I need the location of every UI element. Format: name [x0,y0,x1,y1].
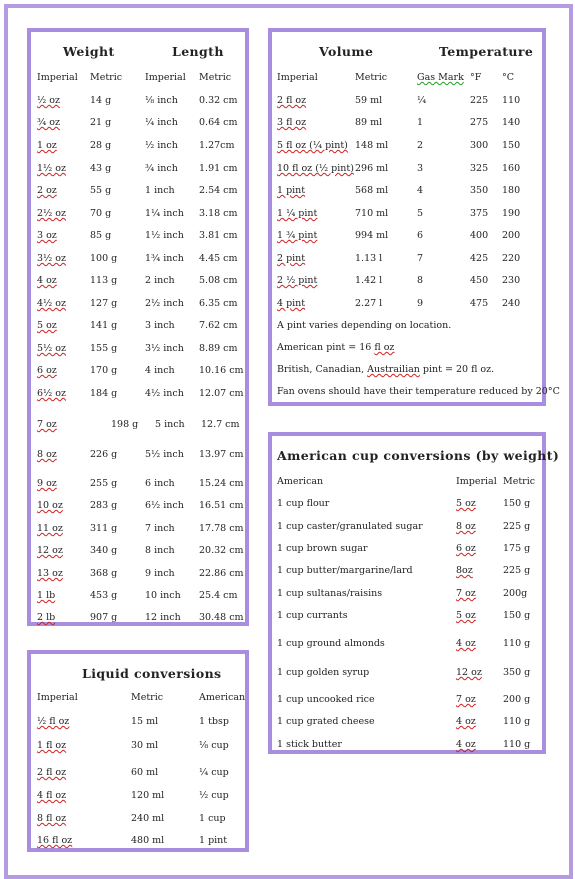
cup-cell: 1 cup butter/margarine/lard [277,565,413,576]
weight-length-cell: 5½ inch [145,449,184,460]
cup-cell: 5 oz [456,610,476,621]
volume-temperature-cell: 475 [470,298,489,309]
weight-length-cell: 1 oz [37,140,57,151]
liquid-cell: ⅛ cup [199,740,229,751]
volume-temperature-cell: 375 [470,208,489,219]
col-header-imperial-liquid: Imperial [37,692,78,703]
cup-cell: 150 g [503,498,531,509]
cup-cell: 1 cup uncooked rice [277,694,375,705]
weight-length-cell: 2 lb [37,612,56,623]
volume-temperature-cell: 150 [502,140,521,151]
weight-length-cell: 4.45 cm [199,253,238,264]
weight-length-cell: ½ inch [145,140,178,151]
volume-temperature-cell: 568 ml [355,185,389,196]
volume-temperature-cell: 2 fl oz [277,95,307,106]
weight-length-cell: 0.32 cm [199,95,238,106]
weight-length-cell: 3½ inch [145,343,184,354]
cup-cell: 175 g [503,543,531,554]
col-header-american-liquid: American [199,692,246,703]
weight-length-cell: 2.54 cm [199,185,238,196]
volume-temperature-cell: 230 [502,275,521,286]
col-header-imperial-cups: Imperial [456,476,497,487]
cup-cell: 12 oz [456,667,482,678]
length-heading: Length [172,44,224,59]
weight-length-cell: 28 g [90,140,112,151]
volume-temperature-cell: 5 fl oz (¼ pint) [277,140,348,151]
cup-cell: 1 cup currants [277,610,348,621]
weight-length-cell: 226 g [90,449,118,460]
volume-temperature-cell: 148 ml [355,140,389,151]
weight-length-cell: 7 inch [145,523,175,534]
volume-temperature-cell: 5 [417,208,424,219]
weight-length-cell: 21 g [90,117,112,128]
volume-temperature-cell: 9 [417,298,424,309]
cup-cell: 225 g [503,565,531,576]
cups-heading: American cup conversions (by weight) [277,448,560,463]
cup-cell: 8 oz [456,521,476,532]
weight-length-cell: 1½ inch [145,230,184,241]
weight-length-cell: 10.16 cm [199,365,244,376]
volume-temperature-cell: 1 ¾ pint [277,230,318,241]
weight-length-cell: 3½ oz [37,253,66,264]
cup-cell: 8oz [456,565,473,576]
liquid-cell: 8 fl oz [37,813,67,824]
volume-temperature-cell: 7 [417,253,424,264]
weight-length-cell: 1¼ inch [145,208,184,219]
weight-length-cell: ¾ inch [145,163,178,174]
weight-length-cell: 283 g [90,500,118,511]
weight-length-cell: 4 inch [145,365,175,376]
volume-temperature-cell: 190 [502,208,521,219]
weight-length-cell: 20.32 cm [199,545,244,556]
weight-length-cell: 100 g [90,253,118,264]
col-header-imperial-length: Imperial [145,72,186,83]
weight-length-cell: 85 g [90,230,112,241]
weight-length-cell: 10 inch [145,590,181,601]
liquid-cell: 120 ml [131,790,165,801]
weight-length-cell: 340 g [90,545,118,556]
cup-cell: 1 cup sultanas/raisins [277,588,383,599]
volume-temperature-cell: 350 [470,185,489,196]
american-cup-table [268,432,560,754]
volume-temperature-cell: 8 [417,275,424,286]
weight-length-cell: 15.24 cm [199,478,244,489]
liquid-cell: 4 fl oz [37,790,67,801]
volume-temperature-cell: 10 fl oz (½ pint) [277,163,354,174]
weight-length-cell: 6½ oz [37,388,66,399]
volume-temperature-cell: 1 ¼ pint [277,208,318,219]
volume-temperature-cell: 2 pint [277,253,306,264]
note-british-pint: British, Canadian, Austrailian pint = 20 fl oz. [277,364,495,375]
col-header-metric-liquid: Metric [131,692,164,703]
weight-length-cell: ¾ oz [37,117,60,128]
col-header-fahrenheit: °F [470,72,482,83]
weight-length-cell: 4½ inch [145,388,184,399]
col-header-celsius: °C [502,72,515,83]
weight-length-cell: 13 oz [37,568,63,579]
cup-cell: 7 oz [456,588,476,599]
liquid-cell: 16 fl oz [37,835,73,846]
liquid-cell: 1 tbsp [199,716,229,727]
cup-cell: 200g [503,588,528,599]
volume-temperature-cell: 3 fl oz [277,117,307,128]
volume-temperature-cell: 300 [470,140,489,151]
cup-cell: 1 stick butter [277,739,342,750]
weight-length-cell: 9 oz [37,478,57,489]
volume-temperature-cell: 425 [470,253,489,264]
cup-cell: 4 oz [456,739,476,750]
volume-temperature-cell: 4 [417,185,424,196]
volume-temperature-cell: 1 pint [277,185,306,196]
volume-temperature-cell: 89 ml [355,117,383,128]
weight-length-cell: 907 g [90,612,118,623]
volume-temperature-cell: 225 [470,95,489,106]
weight-length-cell: 5 oz [37,320,57,331]
weight-length-cell: 453 g [90,590,118,601]
weight-length-cell: 155 g [90,343,118,354]
weight-length-cell: 9 inch [145,568,175,579]
weight-length-cell: 3 inch [145,320,175,331]
weight-heading: Weight [63,44,115,59]
volume-temperature-cell: 296 ml [355,163,389,174]
weight-length-cell: ½ oz [37,95,60,106]
cup-cell: 350 g [503,667,531,678]
volume-temperature-cell: 275 [470,117,489,128]
volume-temperature-cell: 140 [502,117,521,128]
weight-length-cell: 2 inch [145,275,175,286]
cup-cell: 1 cup ground almonds [277,638,385,649]
weight-length-cell: 55 g [90,185,112,196]
weight-length-cell: 368 g [90,568,118,579]
weight-length-cell: 198 g [111,419,139,430]
volume-temperature-cell: 220 [502,253,521,264]
note-pint-varies: A pint varies depending on location. [277,320,452,331]
weight-length-table [27,28,249,626]
liquid-cell: ½ fl oz [37,716,70,727]
weight-length-cell: 5½ oz [37,343,66,354]
volume-temperature-cell: 1 [417,117,424,128]
volume-temperature-cell: 180 [502,185,521,196]
liquid-cell: ¼ cup [199,767,229,778]
volume-temperature-table [268,28,560,406]
weight-length-cell: 8 inch [145,545,175,556]
cup-cell: 200 g [503,694,531,705]
weight-length-cell: 25.4 cm [199,590,238,601]
weight-length-cell: 10 oz [37,500,63,511]
col-header-metric-length: Metric [199,72,232,83]
weight-length-cell: 311 g [90,523,118,534]
volume-temperature-cell: 6 [417,230,424,241]
liquid-cell: 2 fl oz [37,767,67,778]
weight-length-cell: 1.91 cm [199,163,238,174]
weight-length-cell: 170 g [90,365,118,376]
weight-length-cell: 1½ oz [37,163,66,174]
col-header-metric-weight: Metric [90,72,123,83]
liquid-cell: ½ cup [199,790,229,801]
cup-cell: 1 cup golden syrup [277,667,370,678]
col-header-metric-volume: Metric [355,72,388,83]
weight-length-cell: 12.07 cm [199,388,244,399]
weight-length-cell: 0.64 cm [199,117,238,128]
cup-cell: 1 cup grated cheese [277,716,375,727]
liquid-cell: 1 fl oz [37,740,67,751]
liquid-cell: 15 ml [131,716,159,727]
volume-temperature-cell: 325 [470,163,489,174]
weight-length-cell: ¼ inch [145,117,178,128]
volume-temperature-cell: 3 [417,163,424,174]
weight-length-cell: 1 inch [145,185,175,196]
weight-length-cell: 2½ inch [145,298,184,309]
weight-length-cell: 43 g [90,163,112,174]
weight-length-cell: 3 oz [37,230,57,241]
weight-length-cell: 4½ oz [37,298,66,309]
cup-cell: 110 g [503,739,531,750]
weight-length-cell: 14 g [90,95,112,106]
col-header-american: American [277,476,324,487]
weight-length-cell: 70 g [90,208,112,219]
weight-length-cell: 3.81 cm [199,230,238,241]
liquid-cell: 480 ml [131,835,165,846]
weight-length-cell: 4 oz [37,275,57,286]
volume-temperature-cell: 4 pint [277,298,306,309]
cup-cell: 150 g [503,610,531,621]
cup-cell: 225 g [503,521,531,532]
volume-temperature-cell: 59 ml [355,95,383,106]
weight-length-cell: 7 oz [37,419,57,430]
volume-temperature-cell: 2.27 l [355,298,383,309]
weight-length-cell: 7.62 cm [199,320,238,331]
weight-length-cell: ⅛ inch [145,95,178,106]
weight-length-cell: 2½ oz [37,208,66,219]
volume-temperature-cell: 240 [502,298,521,309]
weight-length-cell: 1 lb [37,590,56,601]
cup-cell: 6 oz [456,543,476,554]
weight-length-cell: 30.48 cm [199,612,244,623]
weight-length-cell: 6 oz [37,365,57,376]
liquid-cell: 240 ml [131,813,165,824]
cup-cell: 110 g [503,638,531,649]
weight-length-cell: 255 g [90,478,118,489]
volume-temperature-cell: 1.13 l [355,253,383,264]
weight-length-cell: 16.51 cm [199,500,244,511]
weight-length-cell: 113 g [90,275,118,286]
volume-heading: Volume [319,44,374,59]
weight-length-cell: 2 oz [37,185,57,196]
volume-temperature-cell: 450 [470,275,489,286]
volume-temperature-cell: 110 [502,95,521,106]
cup-cell: 1 cup brown sugar [277,543,368,554]
weight-length-cell: 1.27cm [199,140,235,151]
temperature-heading: Temperature [439,44,534,59]
volume-temperature-cell: 160 [502,163,521,174]
weight-length-cell: 17.78 cm [199,523,244,534]
weight-length-cell: 5 inch [155,419,185,430]
liquid-conversions-table [27,650,249,852]
weight-length-cell: 11 oz [37,523,63,534]
col-header-imperial-volume: Imperial [277,72,318,83]
volume-temperature-cell: 2 [417,140,424,151]
weight-length-cell: 127 g [90,298,118,309]
col-header-gas-mark: Gas Mark [417,72,464,83]
volume-temperature-cell: 2 ½ pint [277,275,318,286]
col-header-imperial-weight: Imperial [37,72,78,83]
cup-cell: 4 oz [456,638,476,649]
volume-temperature-cell: 710 ml [355,208,389,219]
note-american-pint: American pint = 16 fl oz [277,342,395,353]
cup-cell: 1 cup caster/granulated sugar [277,521,423,532]
weight-length-cell: 6½ inch [145,500,184,511]
cup-cell: 5 oz [456,498,476,509]
liquid-cell: 1 cup [199,813,226,824]
cup-cell: 1 cup flour [277,498,330,509]
weight-length-cell: 13.97 cm [199,449,244,460]
volume-temperature-cell: 200 [502,230,521,241]
volume-temperature-cell: ¼ [417,95,427,106]
weight-length-cell: 8 oz [37,449,57,460]
weight-length-cell: 5.08 cm [199,275,238,286]
volume-temperature-cell: 400 [470,230,489,241]
weight-length-cell: 1¾ inch [145,253,184,264]
weight-length-cell: 3.18 cm [199,208,238,219]
liquid-cell: 60 ml [131,767,159,778]
weight-length-cell: 141 g [90,320,118,331]
weight-length-cell: 6 inch [145,478,175,489]
liquid-cell: 30 ml [131,740,159,751]
liquid-heading: Liquid conversions [82,666,222,681]
weight-length-cell: 12.7 cm [201,419,240,430]
volume-temperature-cell: 1.42 l [355,275,383,286]
cup-cell: 4 oz [456,716,476,727]
weight-length-cell: 22.86 cm [199,568,244,579]
weight-length-cell: 8.89 cm [199,343,238,354]
cup-cell: 110 g [503,716,531,727]
weight-length-cell: 184 g [90,388,118,399]
weight-length-cell: 12 inch [145,612,181,623]
note-fan-ovens: Fan ovens should have their temperature reduced by 20°C [277,386,560,397]
col-header-metric-cups: Metric [503,476,536,487]
volume-temperature-cell: 994 ml [355,230,389,241]
weight-length-cell: 12 oz [37,545,63,556]
weight-length-cell: 6.35 cm [199,298,238,309]
liquid-cell: 1 pint [199,835,228,846]
cup-cell: 7 oz [456,694,476,705]
